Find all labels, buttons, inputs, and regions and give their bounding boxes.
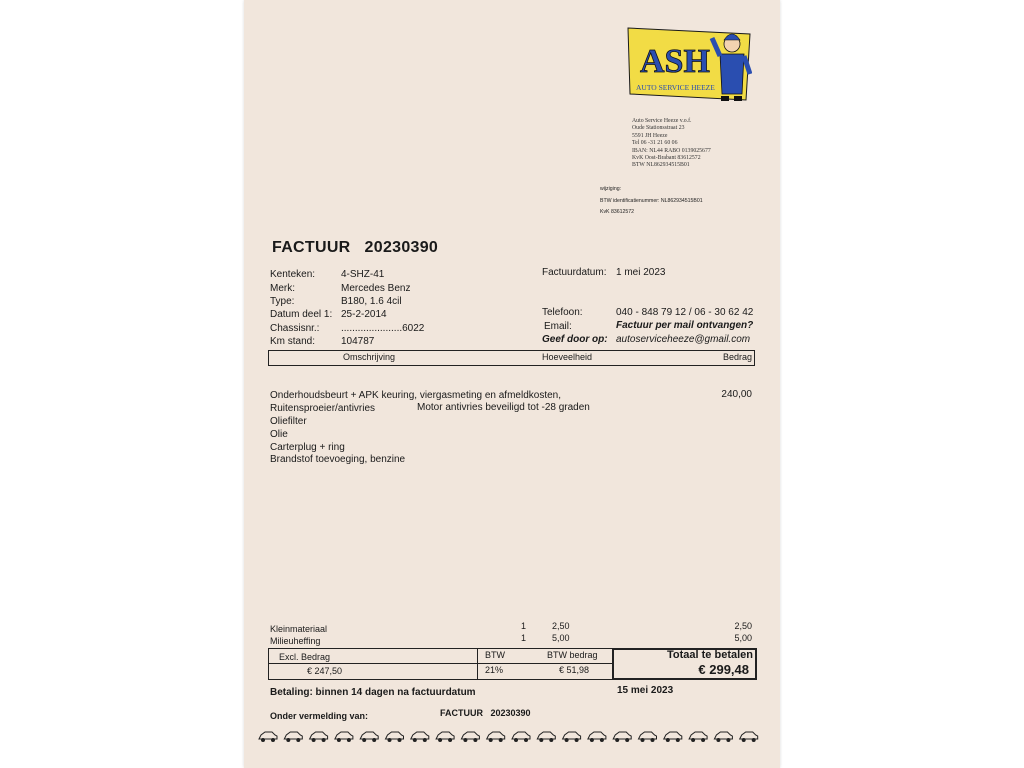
car-icon — [310, 732, 328, 742]
extra-amount: 5,00 — [734, 633, 752, 643]
company-address — [632, 118, 711, 170]
car-icon — [664, 732, 682, 742]
total-box — [612, 648, 757, 680]
svg-text:AUTO SERVICE HEEZE: AUTO SERVICE HEEZE — [636, 83, 715, 92]
car-icon — [512, 732, 530, 742]
btw-bedrag-label: BTW bedrag — [547, 650, 598, 660]
company-phone: Tel 06 -31 21 60 06 — [632, 140, 678, 147]
reference-value: FACTUUR 20230390 — [440, 708, 531, 718]
svg-text:ASH: ASH — [640, 43, 710, 80]
type-value: B180, 1.6 4cil — [341, 296, 402, 307]
excl-value: € 247,50 — [307, 666, 343, 676]
datum-label: Datum deel 1: — [270, 309, 333, 320]
extra-qty: 1 — [521, 633, 527, 643]
btw-label: BTW — [485, 650, 505, 660]
chassis-label: Chassisnr.: — [270, 323, 320, 334]
telefoon-label: Telefoon: — [542, 307, 583, 318]
email-value: Factuur per mail ontvangen? — [616, 320, 754, 331]
car-icon — [537, 732, 555, 742]
payment-due-date: 15 mei 2023 — [617, 685, 674, 696]
geef-label: Geef door op: — [542, 334, 608, 345]
change-label: wijziging: — [600, 186, 622, 192]
btw-bedrag-value: € 51,98 — [559, 665, 590, 675]
car-icon — [461, 732, 479, 742]
item-brandstof: Brandstof toevoeging, benzine — [270, 454, 406, 465]
geef-value: autoserviceheeze@gmail.com — [616, 334, 751, 345]
car-icon — [740, 732, 758, 742]
table-header — [268, 350, 755, 366]
company-change-note — [600, 184, 703, 219]
kenteken-value: 4-SHZ-41 — [341, 269, 385, 280]
merk-value: Mercedes Benz — [341, 283, 411, 294]
kenteken-label: Kenteken: — [270, 269, 316, 280]
total-label: Totaal te betalen — [667, 649, 753, 661]
car-icon — [386, 732, 404, 742]
extra-label: Kleinmateriaal — [270, 624, 328, 634]
company-iban: IBAN: NL44 RABO 0139025677 — [632, 147, 711, 154]
merk-label: Merk: — [270, 283, 295, 294]
item-ruiten: Ruitensproeier/antivries — [270, 403, 376, 414]
car-icon — [284, 732, 302, 742]
chassis-value: ......................6022 — [341, 323, 425, 334]
excl-label: Excl. Bedrag — [279, 652, 331, 662]
invoice-paper — [244, 0, 780, 768]
extra-label: Milieuheffing — [270, 636, 321, 646]
car-strip-decoration — [258, 728, 768, 744]
car-icon — [360, 732, 378, 742]
car-icon — [487, 732, 505, 742]
item-main: Onderhoudsbeurt + APK keuring, viergasmeting en afmeldkosten, — [270, 390, 562, 401]
km-label: Km stand: — [270, 336, 316, 347]
extra-price: 5,00 — [552, 633, 570, 643]
ash-logo — [626, 24, 752, 104]
factuurdatum-label: Factuurdatum: — [542, 267, 607, 278]
km-value: 104787 — [341, 336, 375, 347]
car-icon — [613, 732, 631, 742]
total-value: € 299,48 — [698, 662, 749, 677]
company-street: Oude Stationsstraat 23 — [632, 125, 685, 132]
reference-label: Onder vermelding van: — [270, 711, 369, 721]
header-hoeveelheid: Hoeveelheid — [542, 352, 593, 362]
car-icon — [335, 732, 353, 742]
datum-value: 25-2-2014 — [341, 309, 387, 320]
car-icon — [714, 732, 732, 742]
car-icon — [259, 732, 277, 742]
email-label: Email: — [544, 321, 572, 332]
car-icon — [563, 732, 581, 742]
item-main-amount: 240,00 — [721, 389, 752, 400]
company-city: 5591 JH Heeze — [632, 132, 668, 139]
type-label: Type: — [270, 296, 295, 307]
header-bedrag: Bedrag — [722, 352, 752, 362]
change-kvk: KvK 83612572 — [600, 209, 635, 216]
invoice-number: 20230390 — [364, 239, 439, 256]
company-kvk: KvK Oost-Brabant 83612572 — [632, 155, 701, 162]
header-omschrijving: Omschrijving — [343, 352, 396, 362]
payment-terms: Betaling: binnen 14 dagen na factuurdatum — [270, 687, 476, 698]
company-name: Auto Service Heeze v.o.f. — [632, 118, 692, 124]
car-icon — [689, 732, 707, 742]
company-btw: BTW NL862934515B01 — [632, 162, 690, 169]
item-ruiten-note: Motor antivries beveiligd tot -28 graden — [417, 402, 590, 413]
telefoon-value: 040 - 848 79 12 / 06 - 30 62 42 — [616, 307, 754, 318]
extra-amount: 2,50 — [734, 621, 752, 631]
car-icon — [588, 732, 606, 742]
change-btw: BTW identificatienummer: NL862934515B01 — [600, 197, 703, 204]
extra-qty: 1 — [521, 621, 527, 631]
item-olie: Olie — [270, 429, 288, 440]
factuurdatum-value: 1 mei 2023 — [616, 267, 666, 278]
item-carterplug: Carterplug + ring — [270, 442, 345, 453]
invoice-title-label: FACTUUR — [272, 239, 351, 256]
car-icon — [411, 732, 429, 742]
item-oliefilter: Oliefilter — [270, 416, 307, 427]
invoice-title — [272, 239, 438, 257]
car-icon — [436, 732, 454, 742]
car-icon — [639, 732, 657, 742]
btw-value: 21% — [485, 665, 504, 675]
extra-price: 2,50 — [552, 621, 570, 631]
totals-table — [268, 648, 613, 680]
